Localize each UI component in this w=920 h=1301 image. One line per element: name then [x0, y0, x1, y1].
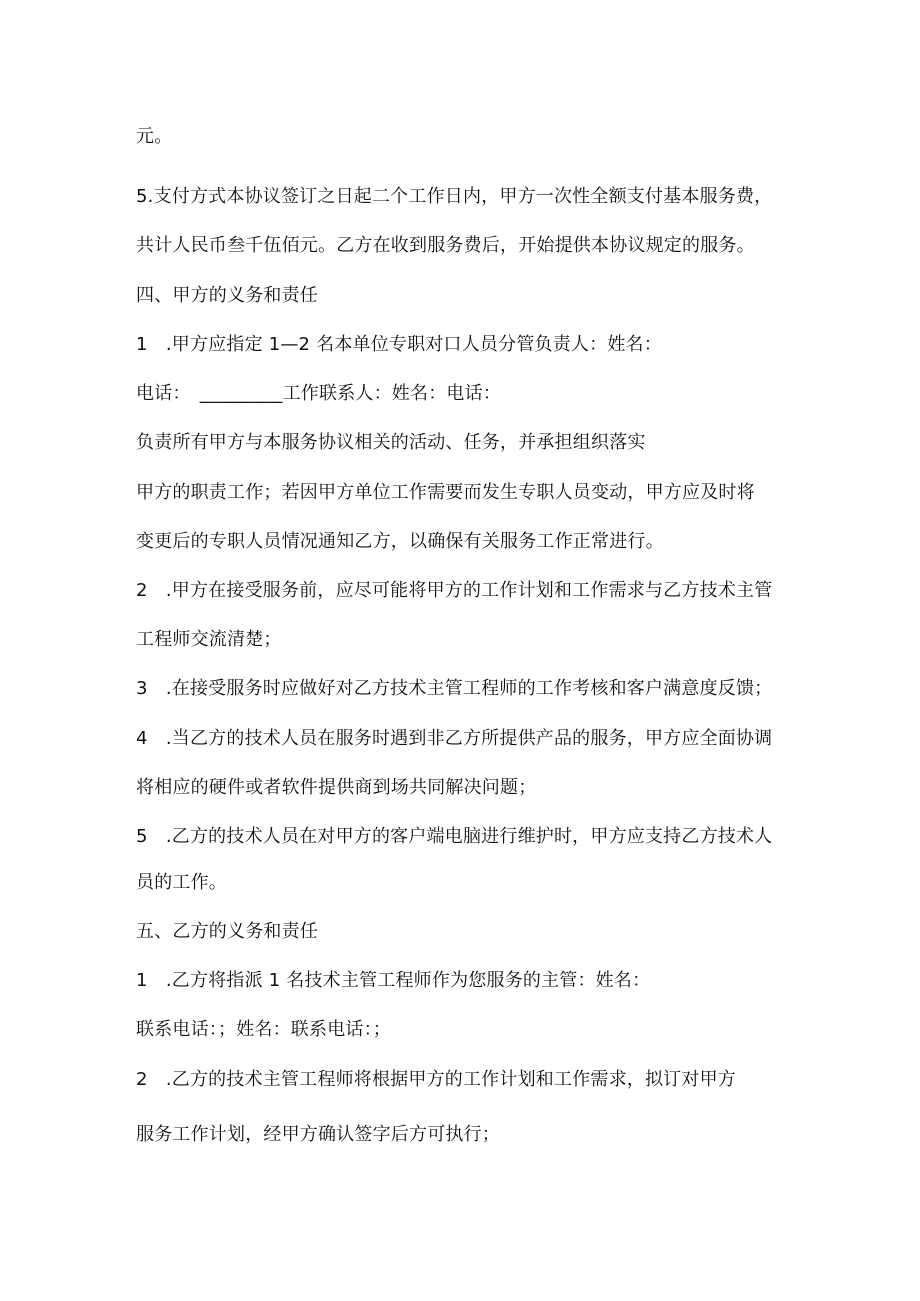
text-line: 将相应的硬件或者软件提供商到场共同解决问题；: [136, 777, 537, 798]
section-heading: 四、甲方的义务和责任: [136, 285, 318, 306]
text-line: 甲方的职责工作；若因甲方单位工作需要而发生专职人员变动，甲方应及时将: [136, 482, 755, 503]
text-line: 5 .乙方的技术人员在对甲方的客户端电脑进行维护时，甲方应支持乙方技术人: [136, 826, 773, 847]
text-line: 共计人民币叁千伍佰元。乙方在收到服务费后，开始提供本协议规定的服务。: [136, 235, 755, 256]
text-line: 工程师交流清楚；: [136, 629, 282, 650]
text-line: 1 .甲方应指定 1—2 名本单位专职对口人员分管负责人：姓名：: [136, 334, 662, 355]
text-line: 负责所有甲方与本服务协议相关的活动、任务，并承担组织落实: [136, 432, 646, 453]
text-line: 电话： _________工作联系人：姓名：电话：: [136, 383, 501, 404]
text-line: 2 .甲方在接受服务前，应尽可能将甲方的工作计划和工作需求与乙方技术主管: [136, 580, 773, 601]
text-line: 1 .乙方将指派 1 名技术主管工程师作为您服务的主管：姓名：: [136, 970, 651, 991]
section-heading: 五、乙方的义务和责任: [136, 921, 318, 942]
text-line: 变更后的专职人员情况通知乙方，以确保有关服务工作正常进行。: [136, 531, 664, 552]
text-line: 5.支付方式本协议签订之日起二个工作日内，甲方一次性全额支付基本服务费，: [136, 186, 773, 207]
text-line: 元。: [136, 126, 173, 147]
text-line: 4 .当乙方的技术人员在服务时遇到非乙方所提供产品的服务，甲方应全面协调: [136, 728, 773, 749]
text-line: 联系电话：；姓名：联系电话：；: [136, 1019, 391, 1040]
text-line: 2 .乙方的技术主管工程师将根据甲方的工作计划和工作需求，拟订对甲方: [136, 1069, 736, 1090]
text-line: 服务工作计划，经甲方确认签字后方可执行；: [136, 1124, 500, 1145]
text-line: 3 .在接受服务时应做好对乙方技术主管工程师的工作考核和客户满意度反馈；: [136, 678, 773, 699]
text-line: 员的工作。: [136, 872, 227, 893]
